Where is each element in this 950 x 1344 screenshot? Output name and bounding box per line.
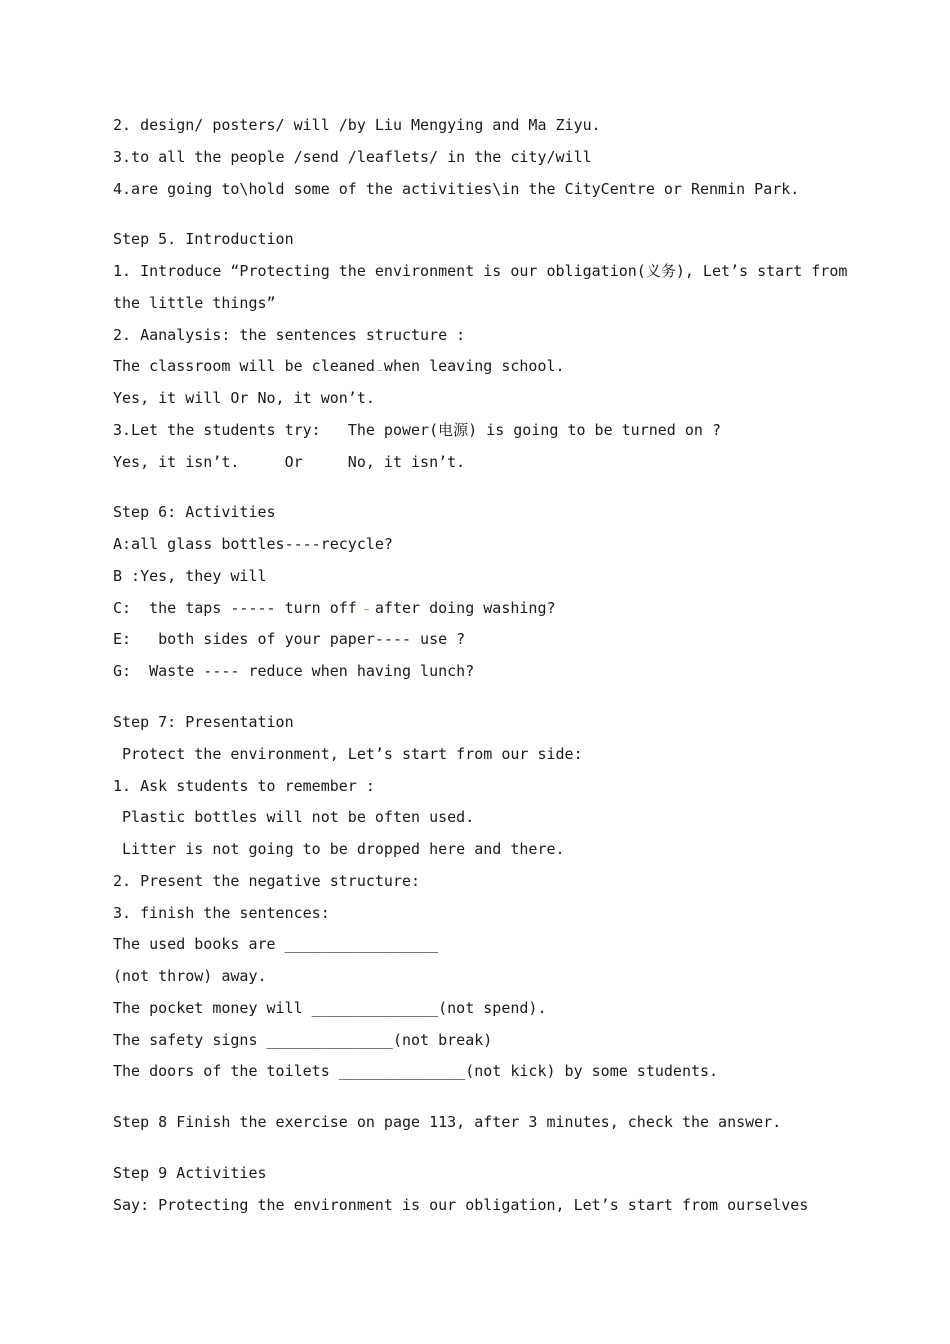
text-line: C: the taps ----- turn off after doing washing? [113, 599, 556, 617]
text-line: 4.are going to\hold some of the activities\in the CityCentre or Renmin Park. [113, 180, 800, 198]
section-heading: Step 7: Presentation [113, 713, 294, 731]
section-heading: Step 5. Introduction [113, 230, 294, 248]
text-line: 3.to all the people /send /leaflets/ in the city/will [113, 148, 592, 166]
section-heading: Step 6: Activities [113, 503, 276, 521]
text-line: 2. design/ posters/ will /by Liu Mengying and Ma Ziyu. [113, 116, 601, 134]
text-line: Plastic bottles will not be often used. [113, 808, 475, 826]
section-heading: Step 9 Activities [113, 1164, 267, 1182]
text-line: (not throw) away. [113, 967, 267, 985]
text-line: 1. Ask students to remember : [113, 777, 375, 795]
text-line: Protect the environment, Let’s start from our side: [113, 745, 583, 763]
text-line: E: both sides of your paper---- use ? [113, 630, 466, 648]
text-line: A:all glass bottles----recycle? [113, 535, 393, 553]
text-line: 2. Present the negative structure: [113, 872, 421, 890]
text-line: The doors of the toilets ______________(not kick) by some students. [113, 1062, 719, 1080]
annotation-mark [364, 606, 369, 610]
text-line: Yes, it isn’t. Or No, it isn’t. [113, 453, 466, 471]
text-line: The pocket money will ______________(not spend). [113, 999, 547, 1017]
text-line: 2. Aanalysis: the sentences structure : [113, 326, 466, 344]
text-line: The safety signs ______________(not break) [113, 1031, 493, 1049]
annotation-mark [377, 367, 382, 371]
text-line: Say: Protecting the environment is our obligation, Let’s start from ourselves [113, 1196, 809, 1214]
text-line: 1. Introduce “Protecting the environment is our obligation(义务), Let’s start from [113, 262, 848, 280]
text-line: Litter is not going to be dropped here and there. [113, 840, 565, 858]
text-line: The used books are _________________ [113, 935, 439, 953]
text-line: 3.Let the students try: The power(电源) is going to be turned on ? [113, 421, 721, 439]
text-line: Yes, it will Or No, it won’t. [113, 389, 375, 407]
text-line: B :Yes, they will [113, 567, 267, 585]
text-line: 3. finish the sentences: [113, 904, 330, 922]
text-line: The classroom will be cleaned when leaving school. [113, 357, 565, 375]
text-line: G: Waste ---- reduce when having lunch? [113, 662, 475, 680]
text-line: the little things” [113, 294, 276, 312]
section-heading: Step 8 Finish the exercise on page 113, after 3 minutes, check the answer. [113, 1113, 782, 1131]
